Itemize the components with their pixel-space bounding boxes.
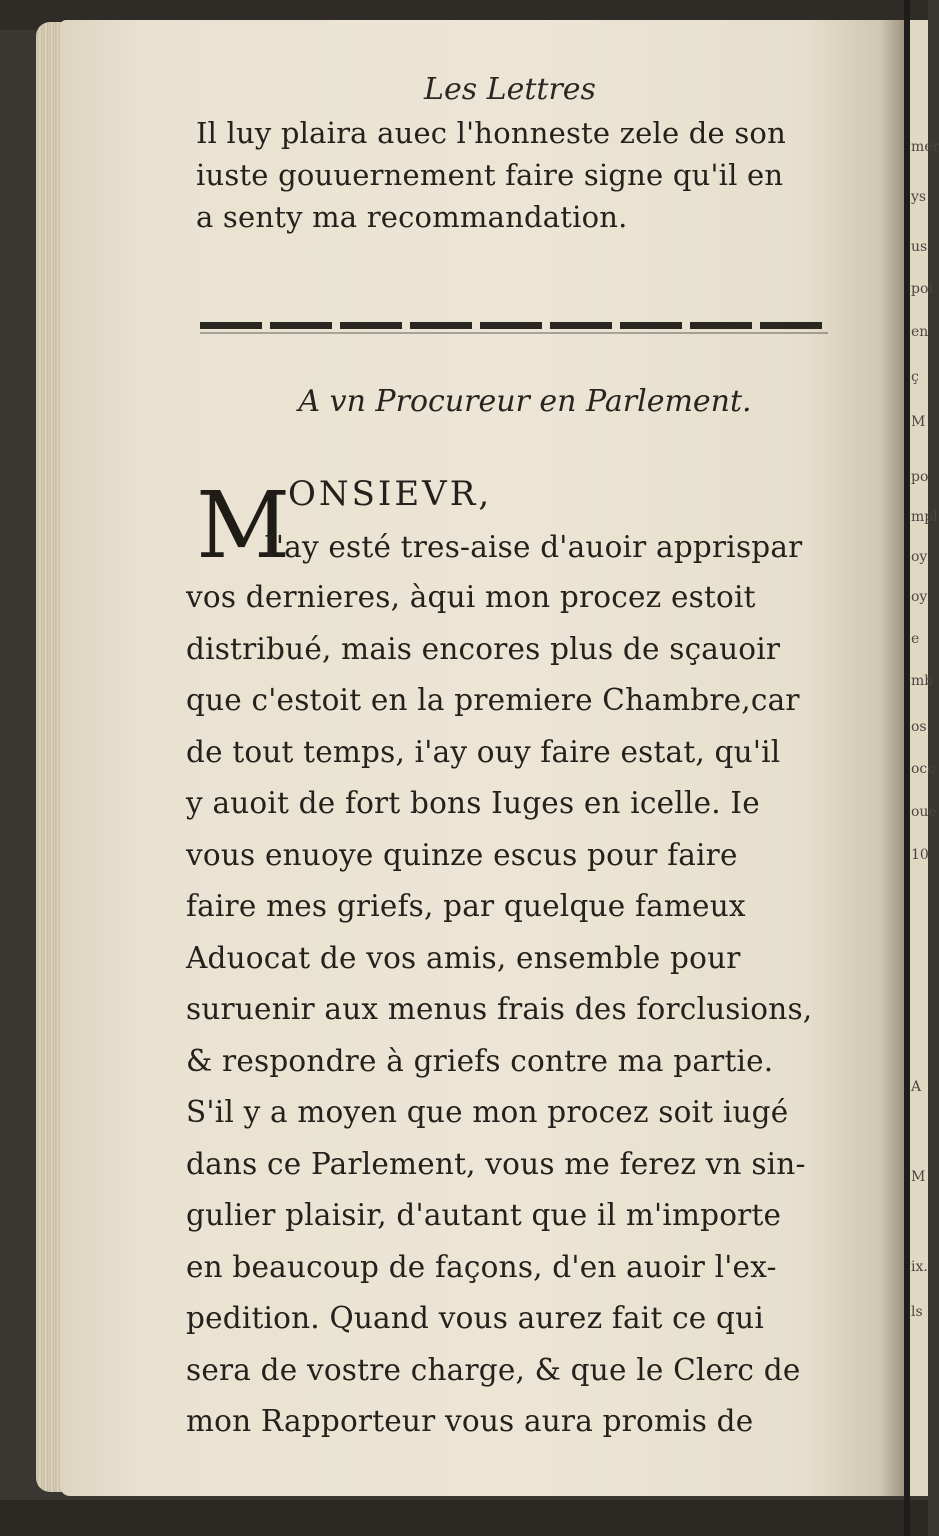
facing-page-fragment: ç — [911, 369, 919, 385]
facing-page-fragment: mpl — [911, 509, 938, 525]
drop-cap: M — [196, 472, 291, 579]
text-line: que c'estoit en la premiere Chambre,car — [186, 683, 800, 717]
text-line: mon Rapporteur vous aura promis de — [186, 1404, 754, 1438]
facing-page-fragment: oue — [911, 804, 937, 820]
facing-page-fragment: ls — [911, 1304, 923, 1320]
text-line: sera de vostre charge, & que le Clerc de — [186, 1352, 801, 1387]
facing-page-fragment: poi — [911, 281, 933, 297]
backdrop-bottom — [0, 1500, 928, 1536]
letter-body-first-line — [264, 522, 826, 574]
facing-page-fragment: po — [911, 469, 929, 485]
text-line: I'ay esté tres-aise d'auoir apprispar — [264, 530, 803, 564]
facing-page-fragment: en — [911, 324, 929, 340]
facing-page-fragment: ys — [911, 189, 927, 205]
facing-page-fragment: A — [911, 1079, 922, 1095]
facing-page-fragment: mb — [911, 673, 934, 689]
facing-page-fragment: ix. — [911, 1259, 928, 1275]
text-line: distribué, mais encores plus de sçauoir — [186, 631, 781, 666]
running-head: Les Lettres — [424, 72, 596, 107]
facing-page-fragment: 10 — [911, 847, 929, 863]
top-paragraph — [196, 112, 824, 238]
text-line: a senty ma recommandation. — [196, 200, 628, 234]
section-divider-underline — [200, 332, 828, 334]
text-line: faire mes griefs, par quelque fameux — [186, 889, 746, 923]
letter-body — [186, 572, 826, 1448]
text-line: y auoit de fort bons Iuges en icelle. Ie — [186, 786, 760, 820]
text-line: pedition. Quand vous aurez fait ce qui — [186, 1301, 764, 1335]
text-line: S'il y a moyen que mon procez soit iugé — [186, 1095, 789, 1129]
text-line: dans ce Parlement, vous me ferez vn sin- — [186, 1146, 806, 1181]
page-gutter-shadow — [880, 20, 906, 1496]
section-divider-rule — [200, 322, 828, 329]
facing-page-fragment: mer — [911, 139, 939, 155]
letter-heading: A vn Procureur en Parlement. — [298, 384, 752, 419]
salutation: ONSIEVR, — [288, 474, 493, 514]
text-line: iuste gouuernement faire signe qu'il en — [196, 158, 784, 192]
text-line: Aduocat de vos amis, ensemble pour — [186, 940, 741, 975]
text-line: gulier plaisir, d'autant que il m'importe — [186, 1198, 782, 1232]
text-line: vous enuoye quinze escus pour faire — [186, 837, 738, 872]
facing-page-fragment: M — [911, 414, 926, 430]
facing-page-fragment: us — [911, 239, 928, 255]
text-line: vos dernieres, àqui mon procez estoit — [186, 580, 756, 614]
text-line: suruenir aux menus frais des forclusions, — [186, 992, 813, 1026]
facing-page-fragment: oy — [911, 589, 928, 605]
text-line: & respondre à griefs contre ma partie. — [186, 1043, 774, 1078]
text-line: Il luy plaira auec l'honneste zele de son — [196, 116, 786, 150]
text-line: en beaucoup de façons, d'en auoir l'ex- — [186, 1249, 777, 1284]
facing-page-edge — [910, 20, 939, 1496]
facing-page-fragment: e — [911, 631, 920, 647]
facing-page-fragment: occ — [911, 761, 936, 777]
facing-page-fragment: os — [911, 719, 927, 735]
facing-page-fragment: oy — [911, 549, 928, 565]
facing-page-fragment: M — [911, 1169, 926, 1185]
text-line: de tout temps, i'ay ouy faire estat, qu'il — [186, 734, 781, 769]
